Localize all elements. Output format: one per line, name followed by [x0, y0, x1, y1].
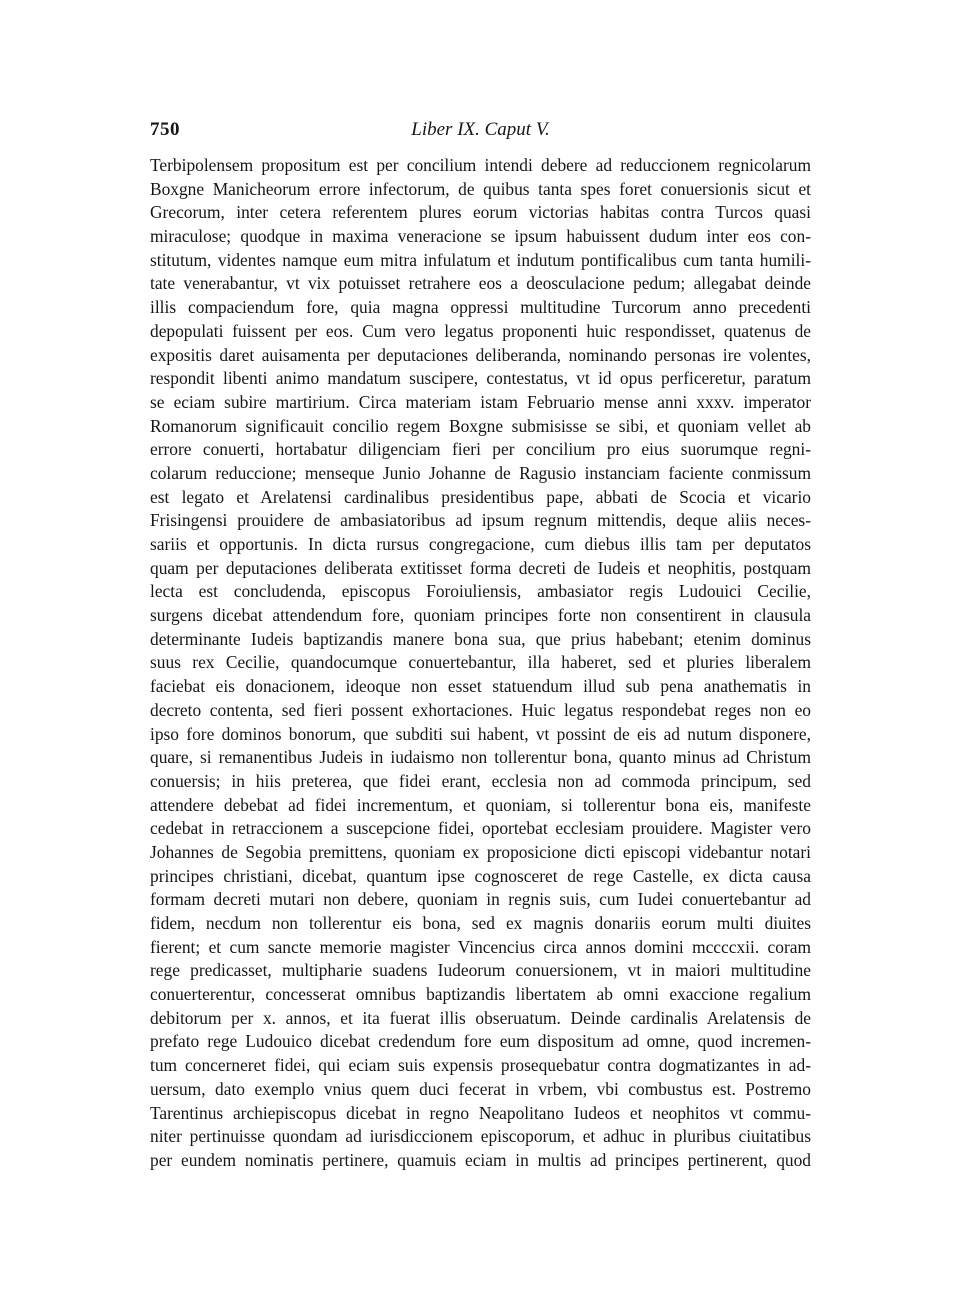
page-number: 750: [150, 119, 180, 140]
text-line: surgens dicebat attendendum fore, quoniam principes forte non consentirent in clausula: [150, 605, 811, 626]
text-line: depopulati fuissent per eos. Cum vero legatus proponenti huic respondisset, quatenus de: [150, 320, 811, 341]
text-line: ipso fore dominos bonorum, que subditi sui habent, vt possint de eis ad nutum disponere,: [150, 723, 811, 744]
text-line: se eciam subire martirium. Circa materiam istam Februario mense anni xxxv. imperator: [150, 391, 811, 412]
text-line: Tarentinus archiepiscopus dicebat in regno Neapolitano Iudeos et neophitos vt commu-: [150, 1102, 811, 1123]
text-line: faciebat eis donacionem, ideoque non esset statuendum illud sub pena anathematis in: [150, 676, 811, 697]
text-line: fidem, necdum non tollerentur eis bona, sed ex magnis donariis eorum multi diuites: [150, 913, 811, 933]
text-line: fierent; et cum sancte memorie magister Vincencius circa annos domini mccccxii. coram: [150, 936, 811, 957]
text-line: illis compaciendum fore, quia magna oppressi multitudine Turcorum anno precedenti: [150, 297, 811, 318]
text-line: niter pertinuisse quondam ad iurisdiccionem episcoporum, et adhuc in pluribus ciuitatibus: [150, 1126, 811, 1147]
text-line: conuersis; in hiis preterea, que fidei erant, ecclesia non ad commoda principum, sed: [150, 770, 811, 791]
text-line: determinante Iudeis baptizandis manere bona sua, que prius habebant; etenim dominus: [150, 628, 811, 649]
text-line: decreto contenta, sed fieri possent exhortaciones. Huic legatus respondebat reges non eo: [150, 699, 811, 720]
text-line: respondit libenti animo mandatum suscipere, contestatus, vt id opus perficeretur, paratum: [150, 368, 811, 389]
body-text: [150, 154, 811, 1173]
text-line: principes christiani, dicebat, quantum ipse cognosceret de rege Castelle, ex dicta causa: [150, 865, 811, 886]
text-line: per eundem nominatis pertinere, quamuis eciam in multis ad principes pertinerent, quod: [150, 1149, 811, 1170]
text-line: suus rex Cecilie, quandocumque conuertebantur, illa haberet, sed et pluries liberalem: [150, 652, 811, 673]
text-line: est legato et Arelatensi cardinalibus presidentibus pape, abbati de Scocia et vicario: [150, 486, 811, 507]
running-title: Liber IX. Caput V.: [411, 119, 550, 140]
text-line: attendere debebat ad fidei incrementum, et quoniam, si tollerentur bona eis, manifeste: [150, 794, 811, 815]
text-line: uersum, dato exemplo vnius quem duci fecerat in vrbem, vbi combustus est. Postremo: [150, 1078, 811, 1099]
text-line: errore conuerti, hortabatur diligenciam fieri per concilium pro eius suorumque regni-: [150, 439, 811, 460]
text-line: Johannes de Segobia premittens, quoniam ex proposicione dicti episcopi videbantur notari: [150, 841, 811, 862]
text-line: debitorum per x. annos, et ita fuerat illis obseruatum. Deinde cardinalis Arelatensis de: [150, 1007, 811, 1028]
text-line: colarum reduccione; menseque Junio Johanne de Ragusio instanciam faciente conmissum: [150, 462, 811, 483]
text-line: Romanorum significauit concilio regem Boxgne submisisse se sibi, et quoniam vellet ab: [150, 415, 811, 436]
text-line: rege predicasset, multipharie suadens Iudeorum conuersionem, vt in maiori multitudine: [150, 960, 811, 981]
text-line: tate venerabantur, vt vix potuisset retrahere eos a deosculacione pedum; allegabat deinde: [150, 273, 811, 294]
text-line: lecta est concludenda, episcopus Foroiuliensis, ambasiator regis Ludouici Cecilie,: [150, 581, 811, 602]
text-line: Grecorum, inter cetera referentem plures eorum victorias habitas contra Turcos quasi: [150, 202, 811, 223]
text-line: expositis daret auisamenta per deputaciones deliberanda, nominando personas ire volentes,: [150, 344, 811, 365]
text-line: sariis et opportunis. In dicta rursus congregacione, cum diebus illis tam per deputatos: [150, 534, 811, 554]
text-line: conuerterentur, concesserat omnibus baptizandis libertatem ab omni exaccione regalium: [150, 984, 811, 1005]
text-line: Terbipolensem propositum est per concilium intendi debere ad reduccionem regnicolarum: [150, 155, 811, 175]
text-line: quam per deputaciones deliberata extitisset forma decreti de Iudeis et neophitis, postquam: [150, 557, 811, 578]
text-line: Boxgne Manicheorum errore infectorum, de quibus tanta spes foret conuersionis sicut et: [150, 178, 811, 199]
text-line: tum concerneret fidei, qui eciam suis expensis prosequebatur contra dogmatizantes in ad-: [150, 1055, 811, 1076]
text-line: Frisingensi prouidere de ambasiatoribus ad ipsum regnum mittendis, deque aliis neces-: [150, 510, 811, 531]
text-line: prefato rege Ludouico dicebat credendum fore eum dispositum ad omne, quod incremen-: [150, 1031, 811, 1052]
text-line: stitutum, videntes namque eum mitra infulatum et indutum pontificalibus cum tanta humili-: [150, 249, 811, 270]
text-line: quare, si remanentibus Judeis in iudaismo non tollerentur bona, quanto minus ad Christum: [150, 747, 811, 768]
text-line: formam decreti mutari non debere, quoniam in regnis suis, cum Iudei conuertebantur ad: [150, 889, 811, 910]
text-line: cedebat in retraccionem a suscepcione fidei, oportebat ecclesiam prouidere. Magister vero: [150, 818, 811, 839]
running-head: [150, 119, 811, 147]
text-line: miraculose; quodque in maxima veneracione se ipsum habuissent dudum inter eos con-: [150, 226, 811, 247]
